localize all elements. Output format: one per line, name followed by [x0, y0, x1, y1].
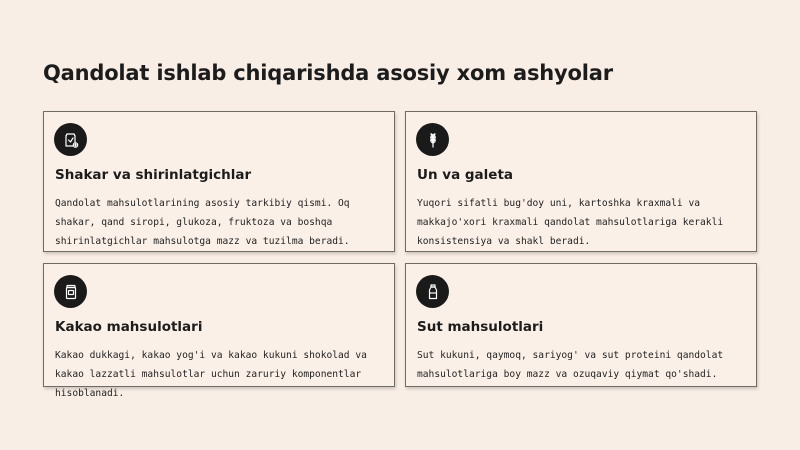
card-milk: [405, 263, 757, 387]
card-flour: [405, 111, 757, 252]
card-title: Un va galeta: [417, 167, 514, 183]
sugar-bag-icon: [54, 123, 87, 156]
card-description: Kakao dukkagi, kakao yog'i va kakao kukuni shokolad va kakao lazzatli mahsulotlar uchun zaruriy komponentlar hisoblanadi.: [55, 350, 367, 399]
milk-bottle-icon: [416, 275, 449, 308]
card-title: Kakao mahsulotlari: [55, 319, 203, 335]
card-cocoa: [43, 263, 395, 399]
cocoa-jar-icon: [54, 275, 87, 308]
wheat-icon: [416, 123, 449, 156]
card-description: Sut kukuni, qaymoq, sariyog' va sut proteini qandolat mahsulotlariga boy mazz va ozuqaviy qiymat qo'shadi.: [417, 350, 724, 380]
card-sugar: [43, 111, 395, 252]
card-title: Shakar va shirinlatgichlar: [55, 167, 252, 183]
card-description: Qandolat mahsulotlarining asosiy tarkibiy qismi. Oq shakar, qand siropi, glukoza, fruktoza va boshqa shirinlatgichlar mahsulotga mazz va tuzilma beradi.: [55, 198, 350, 247]
card-title: Sut mahsulotlari: [417, 319, 544, 335]
page-title: Qandolat ishlab chiqarishda asosiy xom ashyolar: [43, 61, 613, 85]
card-description: Yuqori sifatli bug'doy uni, kartoshka kraxmali va makkajo'xori kraxmali qandolat mahsulotlariga kerakli konsistensiya va shakl beradi.: [417, 198, 724, 247]
